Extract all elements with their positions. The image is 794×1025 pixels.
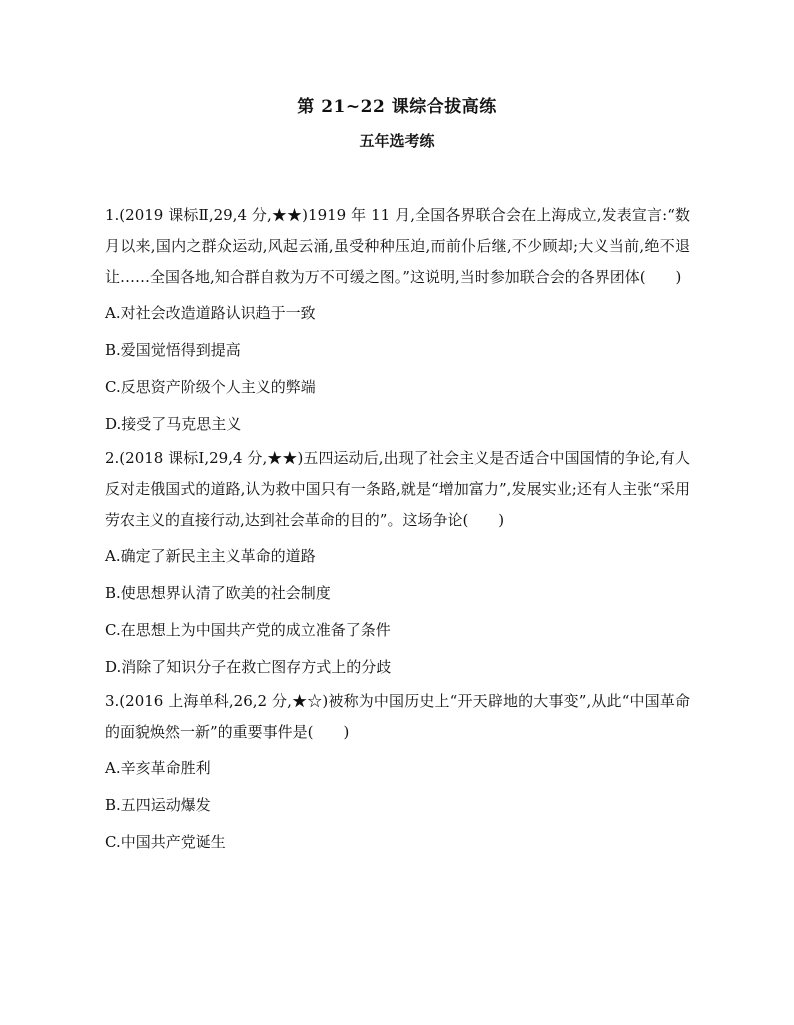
option-c: C.在思想上为中国共产党的成立准备了条件 bbox=[105, 621, 391, 639]
page-subtitle: 五年选考练 bbox=[359, 132, 435, 150]
option-c: C.中国共产党诞生 bbox=[105, 833, 226, 851]
question-list bbox=[105, 200, 690, 861]
question-stem: 2.(2018 课标Ⅰ,29,4 分,★★)五四运动后,出现了社会主义是否适合中国国情的争论,有人反对走俄国式的道路,认为救中国只有一条路,就是“增加富力”,发展实业;还有人主张“采用劳农主义的直接行动,达到社会革命的目的”。这场争论( ) bbox=[105, 449, 690, 529]
option-d: D.接受了马克思主义 bbox=[105, 415, 242, 433]
question-stem: 3.(2016 上海单科,26,2 分,★☆)被称为中国历史上“开天辟地的大事变”,从此“中国革命的面貌焕然一新”的重要事件是( ) bbox=[105, 692, 690, 741]
option-a: A.确定了新民主主义革命的道路 bbox=[105, 547, 316, 565]
option-list bbox=[105, 538, 690, 686]
option-c: C.反思资产阶级个人主义的弊端 bbox=[105, 378, 316, 396]
question-1 bbox=[105, 200, 690, 443]
option-d: D.消除了知识分子在救亡图存方式上的分歧 bbox=[105, 658, 392, 676]
option-list bbox=[105, 750, 690, 861]
option-a: A.辛亥革命胜利 bbox=[105, 759, 211, 777]
page-title: 第 21~22 课综合拔高练 bbox=[297, 97, 497, 117]
option-a: A.对社会改造道路认识趋于一致 bbox=[105, 304, 316, 322]
option-b: B.使思想界认清了欧美的社会制度 bbox=[105, 584, 331, 602]
option-b: B.爱国觉悟得到提高 bbox=[105, 341, 241, 359]
option-b: B.五四运动爆发 bbox=[105, 796, 211, 814]
question-3 bbox=[105, 686, 690, 861]
question-stem: 1.(2019 课标Ⅱ,29,4 分,★★)1919 年 11 月,全国各界联合会在上海成立,发表宣言:“数月以来,国内之群众运动,风起云涌,虽受种种压迫,而前仆后继,不少顾却;大义当前,绝不退让……全国各地,知合群自救为万不可缓之图。”这说明,当时参加联合会的各界团体( ) bbox=[105, 206, 690, 286]
option-list bbox=[105, 295, 690, 443]
question-2 bbox=[105, 443, 690, 686]
